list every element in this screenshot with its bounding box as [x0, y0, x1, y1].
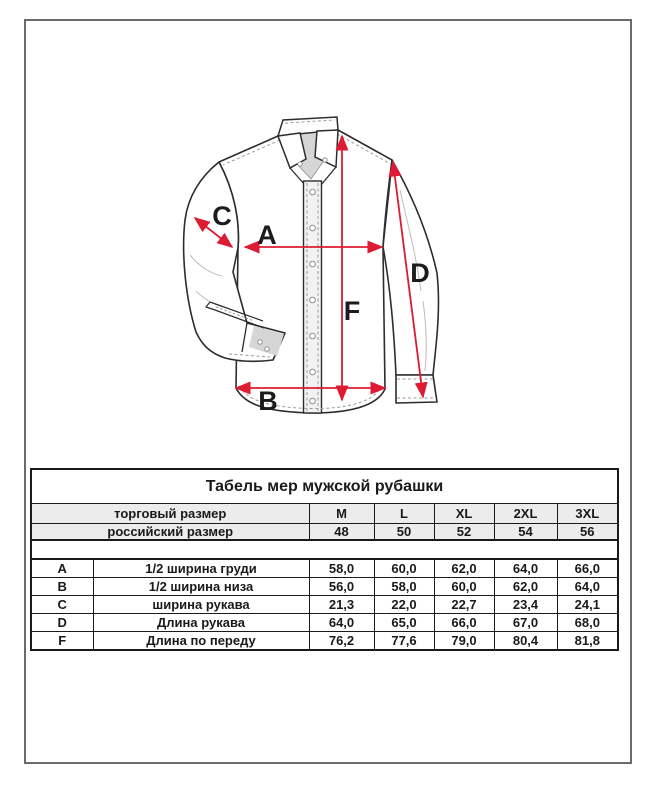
row-value: 80,4 — [494, 632, 557, 651]
collar-button — [298, 162, 302, 166]
trade-size-row — [31, 504, 618, 524]
collar-button — [323, 158, 327, 162]
row-value: 23,4 — [494, 596, 557, 614]
row-letter: C — [31, 596, 93, 614]
rus-size: 50 — [374, 524, 434, 541]
row-value: 66,0 — [557, 559, 618, 578]
row-value: 79,0 — [434, 632, 494, 651]
russian-size-row — [31, 524, 618, 541]
row-name: Длина по переду — [93, 632, 309, 651]
russian-size-label: российский размер — [31, 524, 309, 541]
row-value: 66,0 — [434, 614, 494, 632]
size-table — [30, 468, 619, 651]
label-A: A — [257, 220, 277, 250]
label-D: D — [410, 258, 430, 288]
row-value: 21,3 — [309, 596, 374, 614]
row-value: 22,0 — [374, 596, 434, 614]
row-value: 67,0 — [494, 614, 557, 632]
label-F: F — [343, 296, 361, 326]
row-value: 60,0 — [434, 578, 494, 596]
row-value: 64,0 — [309, 614, 374, 632]
spacer-cell — [31, 540, 618, 559]
row-value: 64,0 — [494, 559, 557, 578]
cuff-button — [258, 340, 262, 344]
row-value: 65,0 — [374, 614, 434, 632]
row-value: 76,2 — [309, 632, 374, 651]
row-letter: A — [31, 559, 93, 578]
table-title: Табель мер мужской рубашки — [31, 469, 618, 504]
rus-size: 52 — [434, 524, 494, 541]
table-title-row — [31, 469, 618, 504]
row-value: 68,0 — [557, 614, 618, 632]
cuff-button — [265, 347, 269, 351]
row-letter: B — [31, 578, 93, 596]
row-letter: F — [31, 632, 93, 651]
label-B: B — [258, 386, 278, 416]
row-name: Длина рукава — [93, 614, 309, 632]
size-3xl: 3XL — [557, 504, 618, 524]
row-value: 62,0 — [434, 559, 494, 578]
row-value: 81,8 — [557, 632, 618, 651]
size-m: M — [309, 504, 374, 524]
row-name: ширина рукава — [93, 596, 309, 614]
row-name: 1/2 ширина груди — [93, 559, 309, 578]
table-row-D — [31, 614, 618, 632]
row-value: 58,0 — [309, 559, 374, 578]
spacer-row — [31, 540, 618, 559]
row-name: 1/2 ширина низа — [93, 578, 309, 596]
size-xl: XL — [434, 504, 494, 524]
table-row-B — [31, 578, 618, 596]
row-value: 22,7 — [434, 596, 494, 614]
row-value: 60,0 — [374, 559, 434, 578]
label-C: C — [212, 201, 232, 231]
row-value: 56,0 — [309, 578, 374, 596]
row-value: 77,6 — [374, 632, 434, 651]
table-row-F — [31, 632, 618, 651]
shirt-measurement-diagram — [150, 95, 510, 425]
row-value: 24,1 — [557, 596, 618, 614]
rus-size: 54 — [494, 524, 557, 541]
size-l: L — [374, 504, 434, 524]
table-row-C — [31, 596, 618, 614]
row-letter: D — [31, 614, 93, 632]
row-value: 64,0 — [557, 578, 618, 596]
row-value: 62,0 — [494, 578, 557, 596]
rus-size: 48 — [309, 524, 374, 541]
row-value: 58,0 — [374, 578, 434, 596]
rus-size: 56 — [557, 524, 618, 541]
size-2xl: 2XL — [494, 504, 557, 524]
table-row-A — [31, 559, 618, 578]
trade-size-label: торговый размер — [31, 504, 309, 524]
